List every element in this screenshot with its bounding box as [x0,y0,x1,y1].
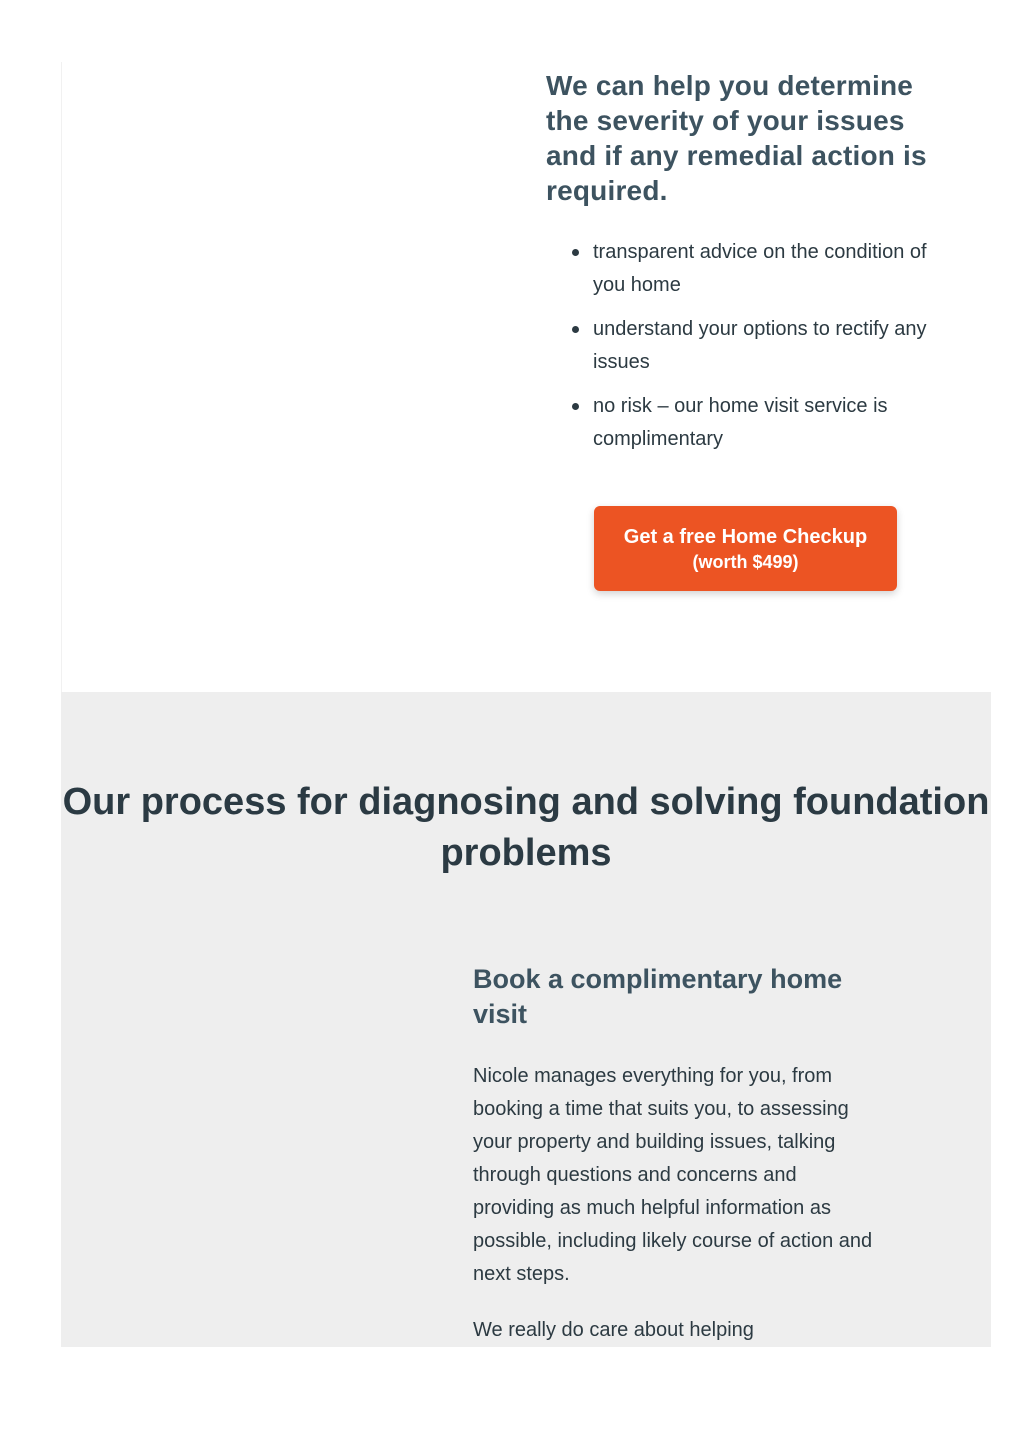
benefits-list [572,236,952,467]
bullet-icon [572,403,579,410]
step-description: Nicole manages everything for you, from booking a time that suits you, to assessing your property and building issues, talking through questions and concerns and providing as much helpful information as possible, including likely course of action and next steps. [473,1065,873,1285]
cta-label: Get a free Home Checkup [623,525,868,548]
benefit-text: no risk – our home visit service is complimentary [593,395,888,450]
benefit-item [572,236,952,302]
step-description-continued: We really do care about helping [473,1319,754,1341]
free-home-checkup-button[interactable] [594,506,897,591]
benefit-item [572,313,952,379]
bullet-icon [572,249,579,256]
process-heading: Our process for diagnosing and solving foundation problems [62,781,990,874]
intro-heading: We can help you determine the severity of your issues and if any remedial action is required. [546,70,927,206]
benefit-item [572,390,952,456]
benefit-text: transparent advice on the condition of you home [593,241,927,296]
cta-sublabel: (worth $499) [692,551,799,572]
benefit-text: understand your options to rectify any issues [593,318,927,373]
bullet-icon [572,326,579,333]
step-title: Book a complimentary home visit [473,964,843,1029]
